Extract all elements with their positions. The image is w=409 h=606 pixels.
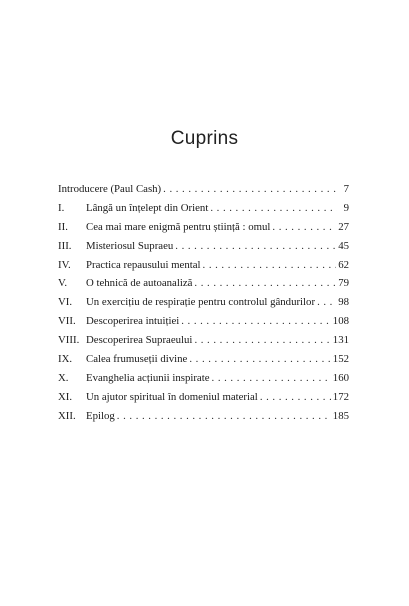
- toc-entry-number: III.: [58, 239, 72, 252]
- toc-entry: [58, 331, 349, 350]
- toc-leader-dots: [194, 331, 330, 350]
- toc-entry-number: IV.: [58, 258, 71, 271]
- toc-entry-page: 45: [338, 239, 349, 252]
- toc-entry-number: X.: [58, 371, 69, 384]
- toc-entry-title: O tehnică de autoanaliză: [86, 277, 193, 290]
- toc-entry-page: 152: [332, 353, 349, 366]
- toc-leader-dots: [272, 218, 336, 237]
- toc-entry: [58, 312, 349, 331]
- toc-leader-dots: [317, 293, 336, 312]
- toc-leader-dots: [203, 256, 337, 275]
- toc-entry: [58, 369, 349, 388]
- toc-leader-dots: [210, 199, 337, 218]
- toc-entry-title: Evanghelia acțiunii inspirate: [86, 371, 210, 384]
- toc-leader-dots: [260, 388, 331, 407]
- toc-entry-page: 79: [338, 277, 349, 290]
- toc-entry-page: 185: [332, 409, 349, 422]
- toc-entry: [58, 180, 349, 199]
- toc-entry-number: VI.: [58, 296, 73, 309]
- toc-entry-title: Cea mai mare enigmă pentru știință : omul: [86, 220, 271, 233]
- toc-entry-number: V.: [58, 277, 68, 290]
- toc-entry-number: XII.: [58, 409, 76, 422]
- toc-entry: [58, 199, 349, 218]
- toc-leader-dots: [117, 407, 331, 426]
- toc-entry-number: IX.: [58, 353, 73, 366]
- toc-entry-title: Introducere (Paul Cash): [58, 183, 162, 195]
- toc-entry-page: 160: [332, 371, 349, 384]
- toc-entry-title: Descoperirea intuiției: [86, 315, 180, 328]
- toc-entry-title: Misteriosul Supraeu: [86, 239, 174, 252]
- toc-entry-page: 98: [338, 296, 349, 309]
- toc-entry-page: 62: [338, 258, 349, 271]
- toc-entry: [58, 218, 349, 237]
- toc-entry-number: II.: [58, 220, 68, 233]
- toc-entry-number: VII.: [58, 315, 76, 328]
- toc-leader-dots: [175, 237, 336, 256]
- toc-entry-number: XI.: [58, 390, 73, 403]
- toc-leader-dots: [163, 180, 337, 199]
- toc-entry-page: 27: [338, 220, 349, 233]
- toc-entry: [58, 388, 349, 407]
- toc-entry: [58, 293, 349, 312]
- toc-entry-page: 9: [343, 201, 349, 214]
- toc-entry-number: I.: [58, 201, 65, 214]
- toc-entry-title: Un ajutor spiritual în domeniul material: [86, 390, 258, 403]
- toc-entry-title: Calea frumuseții divine: [86, 353, 188, 366]
- toc-leader-dots: [181, 312, 331, 331]
- toc-entry-page: 7: [343, 183, 349, 195]
- toc-entry: [58, 407, 349, 426]
- toc-entry-number: VIII.: [58, 334, 80, 347]
- toc-entry-page: 172: [332, 390, 349, 403]
- toc-leader-dots: [194, 274, 336, 293]
- toc-entry-title: Un exercițiu de respirație pentru controlul gândurilor: [86, 296, 316, 309]
- toc-entry: [58, 350, 349, 369]
- table-of-contents: [58, 180, 349, 426]
- toc-leader-dots: [212, 369, 331, 388]
- toc-entry: [58, 256, 349, 275]
- toc-entry-title: Lângă un înțelept din Orient: [86, 201, 209, 214]
- toc-leader-dots: [189, 350, 330, 369]
- toc-entry: [58, 237, 349, 256]
- toc-entry-title: Epilog: [86, 409, 115, 422]
- toc-entry-page: 131: [332, 334, 349, 347]
- page-title: Cuprins: [170, 128, 239, 149]
- toc-entry: [58, 274, 349, 293]
- toc-entry-title: Descoperirea Supraeului: [86, 334, 193, 347]
- toc-entry-page: 108: [332, 315, 349, 328]
- toc-entry-title: Practica repausului mental: [86, 258, 201, 271]
